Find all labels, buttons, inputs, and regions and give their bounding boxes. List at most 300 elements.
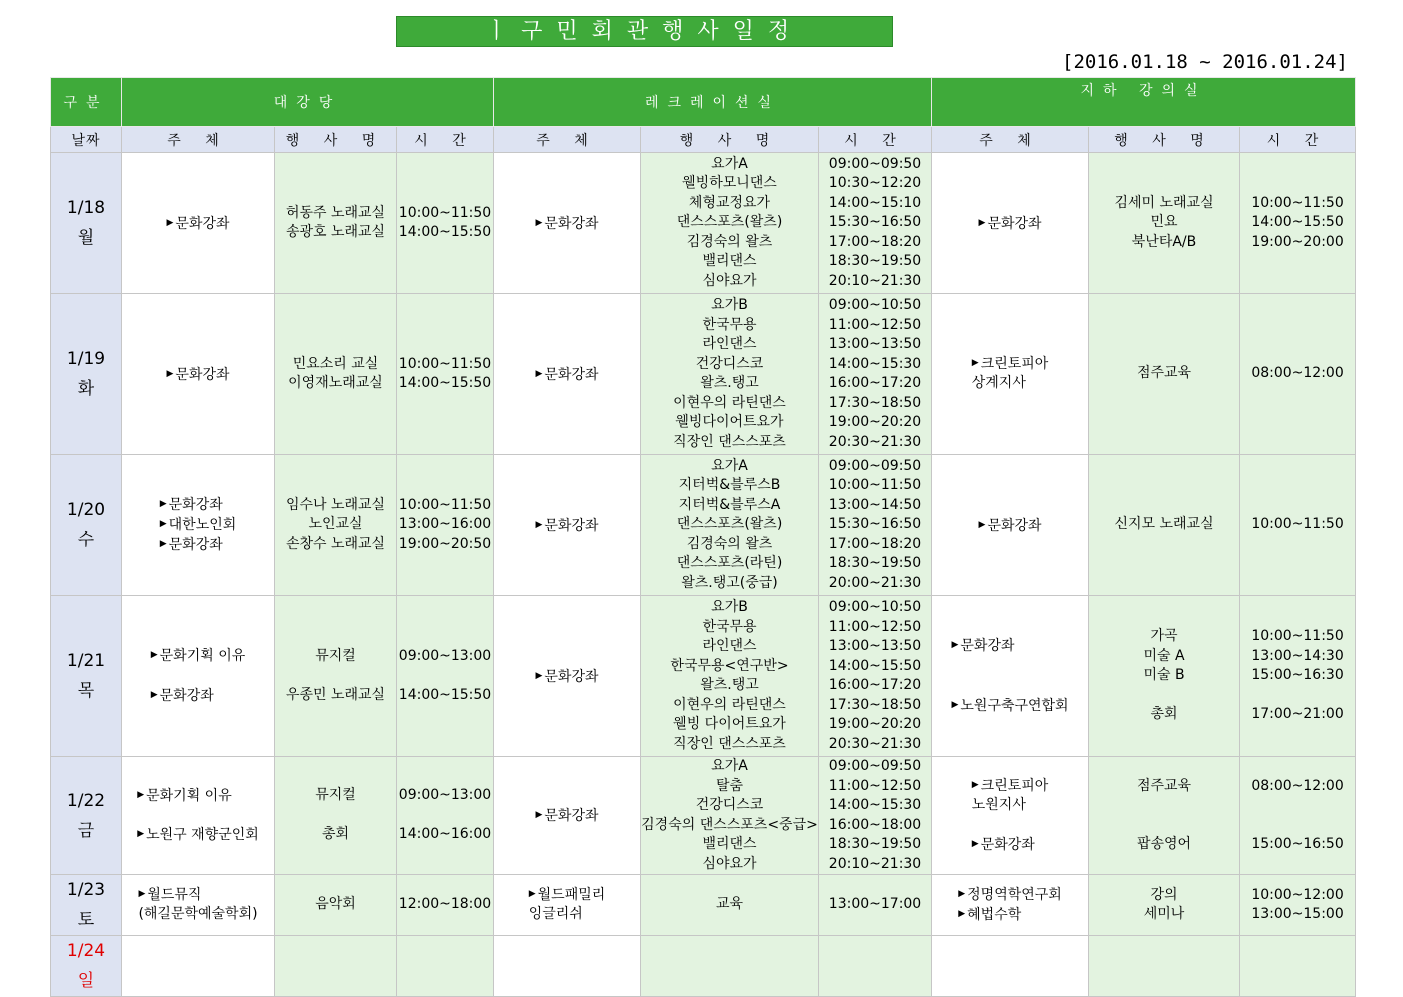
rec-host bbox=[529, 885, 606, 905]
rec-event-text: 지터벅&블루스B bbox=[678, 477, 781, 494]
rec-host bbox=[535, 214, 598, 234]
rec-time-text: 10:00~11:50 bbox=[828, 477, 922, 494]
rec-event bbox=[641, 433, 818, 453]
rec-event-cell bbox=[641, 875, 819, 936]
day-row bbox=[51, 875, 1356, 936]
base-host-cell bbox=[932, 455, 1089, 596]
aud-time-text: 14:00~15:50 bbox=[398, 686, 492, 703]
day-date bbox=[51, 495, 121, 555]
rec-event bbox=[641, 296, 818, 316]
header-aud-time: 시 간 bbox=[397, 127, 494, 153]
date-text: 1/24 bbox=[66, 941, 106, 961]
aud-host-cell bbox=[122, 936, 275, 997]
spacer bbox=[1089, 686, 1239, 706]
rec-event bbox=[641, 394, 818, 414]
aud-time-cell bbox=[397, 455, 494, 596]
rec-time-text: 15:30~16:50 bbox=[828, 214, 922, 231]
rec-event bbox=[641, 413, 818, 433]
base-time-text: 19:00~20:00 bbox=[1251, 233, 1344, 250]
base-time-list bbox=[1240, 777, 1355, 855]
day-row bbox=[51, 936, 1356, 997]
weekday-text: 화 bbox=[77, 379, 95, 399]
rec-event bbox=[641, 574, 818, 594]
aud-host bbox=[151, 686, 246, 706]
rec-time bbox=[819, 457, 931, 477]
base-host-list bbox=[979, 516, 1042, 536]
rec-event bbox=[641, 855, 818, 875]
rec-event bbox=[641, 233, 818, 253]
rec-time-text: 18:30~19:50 bbox=[828, 555, 922, 572]
base-event-cell bbox=[1089, 596, 1240, 757]
rec-event bbox=[641, 272, 818, 292]
rec-event-text: 요가A bbox=[711, 457, 748, 474]
base-time-cell bbox=[1240, 875, 1356, 936]
base-host-list bbox=[958, 885, 1062, 926]
base-time-cell bbox=[1240, 294, 1356, 455]
spacer bbox=[1089, 796, 1239, 816]
rec-host-list bbox=[535, 214, 598, 234]
base-host bbox=[979, 214, 1042, 234]
base-time bbox=[1240, 777, 1355, 797]
aud-event-text: 총회 bbox=[321, 826, 350, 843]
rec-time bbox=[819, 155, 931, 175]
rec-time-text: 14:00~15:50 bbox=[828, 657, 922, 674]
base-host-text: 상계지사 bbox=[971, 375, 1026, 392]
rec-event bbox=[641, 535, 818, 555]
rec-event-cell bbox=[641, 596, 819, 757]
rec-event-text: 요가A bbox=[711, 758, 748, 774]
base-event-text: 김세미 노래교실 bbox=[1114, 194, 1214, 211]
aud-time-cell bbox=[397, 757, 494, 875]
aud-time-list bbox=[397, 786, 493, 845]
bullet-triangle-icon: ▶ bbox=[159, 498, 167, 509]
aud-time-text: 13:00~16:00 bbox=[398, 516, 492, 533]
header-aud-host: 주 체 bbox=[122, 127, 275, 153]
aud-time-text: 14:00~16:00 bbox=[398, 826, 492, 843]
base-host bbox=[951, 696, 1068, 716]
rec-host-list bbox=[535, 667, 598, 687]
spacer bbox=[1240, 796, 1355, 816]
rec-time bbox=[819, 676, 931, 696]
aud-event bbox=[275, 686, 396, 706]
base-host bbox=[972, 374, 1049, 394]
aud-event-text: 음악회 bbox=[315, 896, 356, 913]
bullet-triangle-icon: ▶ bbox=[971, 358, 979, 369]
base-time-cell bbox=[1240, 455, 1356, 596]
aud-time bbox=[397, 686, 493, 706]
base-event bbox=[1089, 905, 1239, 925]
base-host-cell bbox=[932, 596, 1089, 757]
base-event bbox=[1089, 647, 1239, 667]
aud-event-list bbox=[275, 204, 396, 243]
base-host bbox=[972, 796, 1049, 816]
rec-event bbox=[641, 757, 818, 777]
rec-event bbox=[641, 598, 818, 618]
aud-host-list bbox=[166, 365, 229, 385]
weekday-text: 수 bbox=[77, 530, 95, 550]
rec-time-text: 18:30~19:50 bbox=[828, 253, 922, 270]
base-host-list bbox=[951, 636, 1068, 716]
rec-time-list bbox=[819, 155, 931, 292]
aud-event-text: 우종민 노래교실 bbox=[285, 686, 386, 703]
aud-host-text: 문화강좌 bbox=[159, 687, 214, 704]
base-time-cell bbox=[1240, 153, 1356, 294]
base-time-list bbox=[1240, 364, 1355, 384]
aud-event-text: 노인교실 bbox=[308, 516, 363, 533]
rec-host-cell bbox=[494, 455, 641, 596]
rec-time bbox=[819, 535, 931, 555]
rec-event-list bbox=[641, 457, 818, 594]
page-title: ㅣ구민회관행사일정 bbox=[396, 16, 893, 47]
rec-event-text: 탈춤 bbox=[715, 777, 744, 794]
header-basement: 지하 강의실 bbox=[932, 78, 1356, 127]
aud-time-list bbox=[397, 895, 493, 915]
rec-event bbox=[641, 515, 818, 535]
base-event bbox=[1089, 213, 1239, 233]
base-event-list bbox=[1089, 627, 1239, 725]
base-time-text: 17:00~21:00 bbox=[1251, 706, 1344, 723]
bullet-triangle-icon: ▶ bbox=[166, 368, 174, 379]
base-time-text: 10:00~11:50 bbox=[1251, 516, 1344, 533]
spacer bbox=[951, 676, 1068, 696]
aud-host-text: 문화강좌 bbox=[168, 496, 223, 513]
rec-event-text: 웰빙 다이어트요가 bbox=[673, 716, 786, 732]
day-date-cell bbox=[51, 757, 122, 875]
aud-time bbox=[397, 895, 493, 915]
base-host-cell bbox=[932, 757, 1089, 875]
aud-event bbox=[275, 496, 396, 516]
rec-event bbox=[641, 554, 818, 574]
rec-event-text: 요가A bbox=[711, 155, 748, 172]
rec-time-text: 17:30~18:50 bbox=[828, 394, 922, 411]
rec-time bbox=[819, 777, 931, 797]
base-host bbox=[958, 905, 1062, 925]
rec-host bbox=[535, 667, 598, 687]
day-date-cell bbox=[51, 936, 122, 997]
day-date-cell bbox=[51, 294, 122, 455]
base-event-text: 세미나 bbox=[1143, 906, 1185, 922]
rec-time-text: 20:30~21:30 bbox=[828, 735, 922, 752]
rec-host-list bbox=[535, 806, 598, 826]
aud-host-text: (해길문학예술학회) bbox=[138, 906, 258, 923]
aud-event-cell bbox=[275, 455, 397, 596]
base-event-cell bbox=[1089, 294, 1240, 455]
rec-host-text: 문화강좌 bbox=[544, 668, 599, 685]
rec-time bbox=[819, 554, 931, 574]
header-base-host: 주 체 bbox=[932, 127, 1089, 153]
aud-event bbox=[275, 535, 396, 555]
bullet-triangle-icon: ▶ bbox=[978, 519, 986, 530]
rec-event bbox=[641, 457, 818, 477]
aud-time bbox=[397, 647, 493, 667]
base-event-text: 신지모 노래교실 bbox=[1114, 516, 1214, 533]
base-event-text: 미술 A bbox=[1143, 647, 1185, 664]
rec-event-text: 직장인 댄스스포츠 bbox=[673, 433, 786, 450]
rec-event-cell bbox=[641, 455, 819, 596]
base-event bbox=[1089, 666, 1239, 686]
base-time-text: 15:00~16:50 bbox=[1251, 836, 1344, 852]
bullet-triangle-icon: ▶ bbox=[150, 650, 158, 660]
base-host-cell bbox=[932, 153, 1089, 294]
aud-event-text: 민요소리 교실 bbox=[292, 355, 379, 372]
aud-time bbox=[397, 786, 493, 806]
aud-event bbox=[275, 786, 396, 806]
bullet-triangle-icon: ▶ bbox=[535, 519, 543, 530]
rec-time bbox=[819, 174, 931, 194]
rec-time-cell bbox=[819, 875, 932, 936]
rec-time-text: 09:00~09:50 bbox=[828, 457, 922, 474]
base-event-text: 강의 bbox=[1150, 886, 1178, 903]
aud-host-text: 문화강좌 bbox=[175, 366, 230, 383]
rec-time-text: 09:00~10:50 bbox=[828, 599, 922, 615]
rec-time-text: 20:10~21:30 bbox=[828, 855, 922, 872]
day-date bbox=[51, 646, 121, 706]
rec-time-text: 14:00~15:30 bbox=[828, 355, 922, 372]
aud-event bbox=[275, 355, 396, 375]
base-event bbox=[1089, 886, 1239, 906]
base-time-text: 13:00~14:30 bbox=[1251, 647, 1344, 664]
rec-time-text: 16:00~17:20 bbox=[828, 375, 922, 391]
spacer bbox=[1089, 816, 1239, 836]
rec-event-text: 왈츠.탱고 bbox=[700, 375, 759, 391]
rec-event-list bbox=[641, 895, 818, 915]
base-event-cell bbox=[1089, 455, 1240, 596]
rec-time-text: 13:00~13:50 bbox=[828, 336, 922, 352]
rec-host-text: 문화강좌 bbox=[544, 366, 599, 383]
aud-time bbox=[397, 223, 493, 243]
rec-time-text: 14:00~15:10 bbox=[828, 194, 922, 211]
base-time-text: 10:00~12:00 bbox=[1251, 886, 1344, 903]
rec-time-text: 17:00~18:20 bbox=[828, 535, 922, 552]
rec-time bbox=[819, 835, 931, 855]
rec-host bbox=[535, 806, 598, 826]
rec-event bbox=[641, 355, 818, 375]
aud-event-text: 뮤지컬 bbox=[315, 787, 356, 804]
base-event-text: 팝송영어 bbox=[1136, 836, 1192, 852]
aud-host-text: 문화기획 이유 bbox=[159, 647, 246, 664]
rec-event-text: 지터벅&블루스A bbox=[678, 496, 781, 513]
base-time bbox=[1240, 213, 1355, 233]
rec-host-cell bbox=[494, 294, 641, 455]
weekday-text: 일 bbox=[77, 971, 95, 991]
rec-event bbox=[641, 796, 818, 816]
rec-time-cell bbox=[819, 757, 932, 875]
aud-event bbox=[275, 374, 396, 394]
rec-time-text: 11:00~12:50 bbox=[828, 777, 922, 794]
rec-time-text: 14:00~15:30 bbox=[828, 797, 922, 813]
rec-event-text: 요가B bbox=[711, 297, 748, 313]
bullet-triangle-icon: ▶ bbox=[535, 810, 543, 820]
rec-time-cell bbox=[819, 153, 932, 294]
bullet-triangle-icon: ▶ bbox=[971, 839, 979, 849]
bullet-triangle-icon: ▶ bbox=[137, 829, 145, 840]
rec-event bbox=[641, 194, 818, 214]
rec-event-text: 라인댄스 bbox=[702, 638, 757, 654]
base-time bbox=[1240, 364, 1355, 384]
rec-event bbox=[641, 735, 818, 755]
weekday-text: 토 bbox=[77, 910, 95, 930]
rec-host-list bbox=[535, 516, 598, 536]
rec-event-text: 심야요가 bbox=[702, 272, 757, 289]
spacer bbox=[275, 666, 396, 686]
aud-event-cell bbox=[275, 875, 397, 936]
rec-time bbox=[819, 394, 931, 414]
base-host-cell bbox=[932, 294, 1089, 455]
base-host bbox=[951, 636, 1068, 656]
header-date: 날짜 bbox=[51, 127, 122, 153]
rec-host-cell bbox=[494, 757, 641, 875]
aud-event bbox=[275, 204, 396, 224]
rec-host bbox=[529, 905, 606, 925]
aud-host-list bbox=[137, 786, 259, 846]
aud-host-text: 대한노인회 bbox=[168, 516, 237, 533]
base-event-text: 총회 bbox=[1150, 706, 1178, 723]
rec-event-text: 직장인 댄스스포츠 bbox=[673, 735, 786, 752]
aud-time-text: 10:00~11:50 bbox=[398, 204, 492, 221]
rec-event bbox=[641, 374, 818, 394]
bullet-triangle-icon: ▶ bbox=[971, 779, 979, 790]
base-host-list bbox=[979, 214, 1042, 234]
rec-time-text: 17:00~18:20 bbox=[828, 233, 922, 250]
aud-host bbox=[151, 646, 246, 666]
bullet-triangle-icon: ▶ bbox=[166, 217, 174, 228]
rec-time-text: 09:00~09:50 bbox=[828, 758, 922, 774]
date-range: [2016.01.18 ~ 2016.01.24] bbox=[1062, 51, 1348, 73]
base-time bbox=[1240, 835, 1355, 855]
rec-event-text: 밸리댄스 bbox=[702, 836, 757, 852]
aud-event-list bbox=[275, 355, 396, 394]
rec-event bbox=[641, 618, 818, 638]
spacer bbox=[397, 666, 493, 686]
aud-time-text: 14:00~15:50 bbox=[398, 224, 492, 240]
rec-time bbox=[819, 637, 931, 657]
aud-host bbox=[138, 885, 257, 905]
rec-time bbox=[819, 316, 931, 336]
base-host-text: 노원지사 bbox=[971, 797, 1026, 813]
weekday-text: 금 bbox=[77, 820, 95, 841]
rec-time bbox=[819, 816, 931, 836]
rec-time-text: 20:00~21:30 bbox=[828, 574, 922, 591]
rec-time bbox=[819, 335, 931, 355]
header-auditorium: 대강당 bbox=[122, 78, 494, 127]
rec-host bbox=[535, 516, 598, 536]
rec-time-list bbox=[819, 457, 931, 594]
rec-event bbox=[641, 637, 818, 657]
aud-time-cell bbox=[397, 875, 494, 936]
spacer bbox=[1240, 816, 1355, 836]
rec-time-cell bbox=[819, 596, 932, 757]
base-host-cell bbox=[932, 936, 1089, 997]
rec-time-text: 11:00~12:50 bbox=[828, 618, 922, 635]
aud-time bbox=[397, 825, 493, 845]
aud-host bbox=[160, 495, 237, 515]
aud-host-cell bbox=[122, 596, 275, 757]
aud-host-cell bbox=[122, 455, 275, 596]
rec-time-text: 09:00~09:50 bbox=[828, 155, 922, 172]
rec-time-list bbox=[819, 895, 931, 915]
base-event bbox=[1089, 627, 1239, 647]
rec-time bbox=[819, 194, 931, 214]
rec-event bbox=[641, 335, 818, 355]
rec-time-text: 20:30~21:30 bbox=[828, 433, 922, 450]
base-event bbox=[1089, 835, 1239, 855]
rec-host-text: 문화강좌 bbox=[544, 807, 599, 824]
rec-event bbox=[641, 252, 818, 272]
day-date bbox=[51, 936, 121, 996]
bullet-triangle-icon: ▶ bbox=[951, 699, 959, 710]
aud-host bbox=[160, 535, 237, 555]
aud-time bbox=[397, 355, 493, 375]
rec-time bbox=[819, 855, 931, 875]
aud-event-text: 허동주 노래교실 bbox=[285, 204, 386, 221]
base-event-text: 가곡 bbox=[1150, 628, 1178, 645]
spacer bbox=[275, 806, 396, 826]
aud-event bbox=[275, 647, 396, 667]
base-host bbox=[958, 885, 1062, 905]
rec-event-text: 교육 bbox=[715, 896, 744, 913]
rec-event bbox=[641, 496, 818, 516]
base-event-cell bbox=[1089, 153, 1240, 294]
bullet-triangle-icon: ▶ bbox=[978, 217, 986, 228]
day-date-cell bbox=[51, 153, 122, 294]
base-event-cell bbox=[1089, 757, 1240, 875]
rec-time-cell bbox=[819, 455, 932, 596]
bullet-triangle-icon: ▶ bbox=[951, 640, 959, 651]
spacer bbox=[137, 806, 259, 826]
aud-time-text: 09:00~13:00 bbox=[398, 647, 492, 664]
rec-time bbox=[819, 374, 931, 394]
base-event bbox=[1089, 364, 1239, 384]
base-event-list bbox=[1089, 886, 1239, 925]
spacer bbox=[972, 816, 1049, 836]
base-event bbox=[1089, 194, 1239, 214]
rec-time-text: 13:00~14:50 bbox=[828, 496, 922, 513]
base-time bbox=[1240, 515, 1355, 535]
aud-event-cell bbox=[275, 294, 397, 455]
rec-time-text: 15:30~16:50 bbox=[828, 516, 922, 533]
rec-time bbox=[819, 433, 931, 453]
base-host-text: 문화강좌 bbox=[987, 517, 1042, 534]
rec-event-text: 체형교정요가 bbox=[688, 194, 771, 211]
rec-time-list bbox=[819, 757, 931, 874]
base-time-text: 15:00~16:30 bbox=[1251, 667, 1344, 684]
header-recreation: 레크레이션실 bbox=[494, 78, 932, 127]
rec-time-list bbox=[819, 296, 931, 452]
rec-event-text: 이현우의 라틴댄스 bbox=[673, 696, 786, 713]
header-row-columns bbox=[51, 127, 1356, 153]
rec-event-text: 웰빙다이어트요가 bbox=[675, 414, 784, 430]
rec-event-list bbox=[641, 296, 818, 452]
rec-event-text: 건강디스코 bbox=[695, 355, 764, 372]
rec-time bbox=[819, 657, 931, 677]
aud-event-cell bbox=[275, 757, 397, 875]
rec-event-text: 댄스스포츠(왈츠) bbox=[676, 516, 783, 533]
rec-time bbox=[819, 413, 931, 433]
rec-event-text: 댄스스포츠(왈츠) bbox=[676, 214, 783, 231]
day-date bbox=[51, 344, 121, 404]
aud-host-cell bbox=[122, 757, 275, 875]
rec-time bbox=[819, 252, 931, 272]
rec-event bbox=[641, 835, 818, 855]
rec-event-list bbox=[641, 155, 818, 292]
aud-host bbox=[138, 905, 257, 925]
aud-host bbox=[166, 214, 229, 234]
aud-host-text: 문화강좌 bbox=[175, 215, 230, 232]
base-time bbox=[1240, 233, 1355, 253]
base-event-list bbox=[1089, 777, 1239, 855]
day-date bbox=[51, 193, 121, 253]
bullet-triangle-icon: ▶ bbox=[535, 670, 543, 681]
